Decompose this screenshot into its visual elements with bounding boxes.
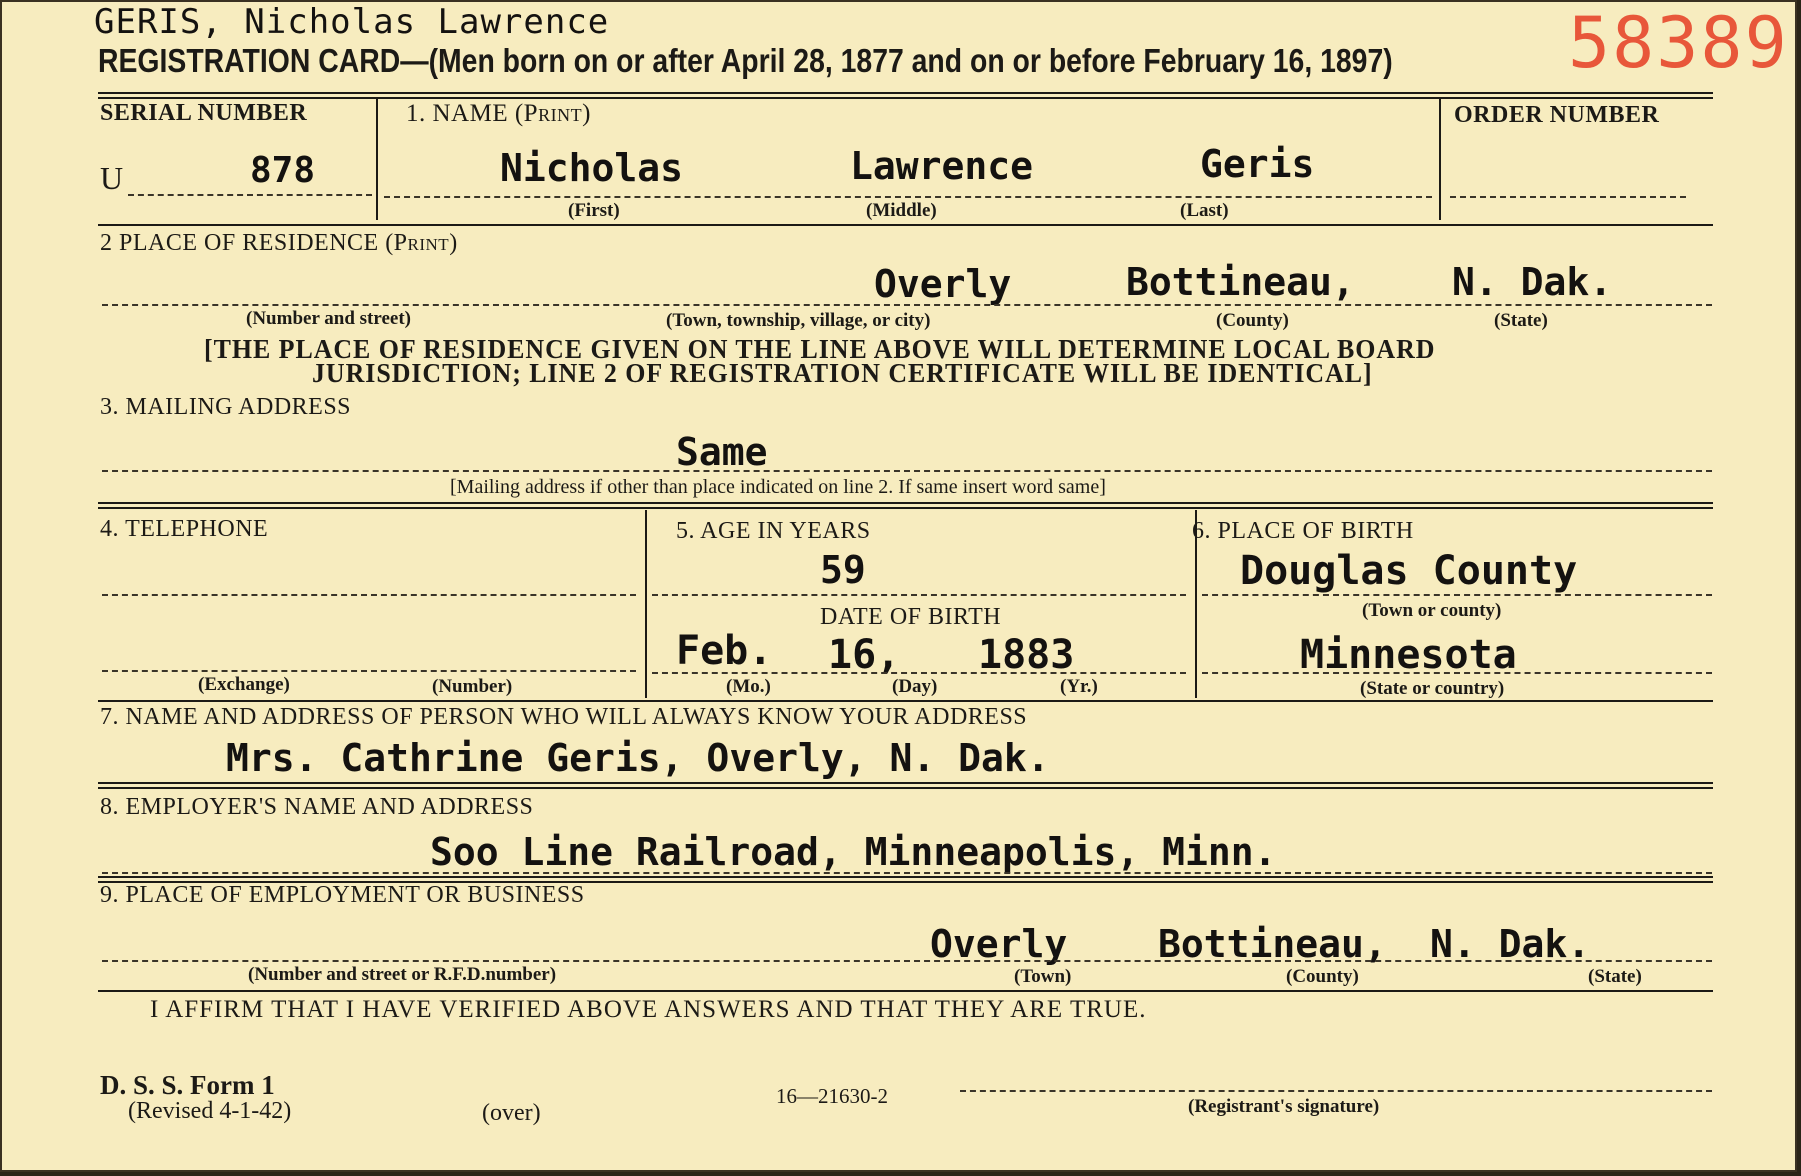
birthplace-state: Minnesota xyxy=(1300,632,1517,678)
age-dash xyxy=(652,594,1186,596)
employment-town: Overly xyxy=(930,922,1068,966)
residence-notice-line2: JURISDICTION; LINE 2 OF REGISTRATION CERTIFICATE WILL BE IDENTICAL] xyxy=(312,358,1373,388)
row6-rule xyxy=(98,700,1713,702)
stamp-number: 58389 xyxy=(1568,2,1789,84)
serial-divider xyxy=(376,98,378,220)
serial-prefix: U xyxy=(100,160,124,196)
employment-county: Bottineau, xyxy=(1158,922,1387,966)
employment-state: N. Dak. xyxy=(1430,922,1591,966)
name-last: Geris xyxy=(1200,142,1315,186)
telephone-divider xyxy=(645,510,647,698)
birthplace-town: Douglas County xyxy=(1240,548,1578,594)
birthplace-caption-state: (State or country) xyxy=(1360,678,1505,699)
caption-middle: (Middle) xyxy=(866,200,937,221)
over-text: (over) xyxy=(482,1100,541,1126)
birthplace-dash-1 xyxy=(1202,594,1712,596)
employer-label: 8. EMPLOYER'S NAME AND ADDRESS xyxy=(100,794,534,820)
row7-rule xyxy=(98,782,1713,789)
serial-label: SERIAL NUMBER xyxy=(100,100,308,126)
caption-first: (First) xyxy=(568,200,620,221)
row1-rule xyxy=(98,224,1713,226)
residence-state: N. Dak. xyxy=(1452,260,1613,304)
caption-last: (Last) xyxy=(1180,200,1229,221)
order-label: ORDER NUMBER xyxy=(1454,102,1660,128)
dob-day: 16, xyxy=(828,632,901,678)
dob-label: DATE OF BIRTH xyxy=(820,604,1002,630)
name-dash xyxy=(384,196,1432,198)
employment-caption-county: (County) xyxy=(1286,966,1359,987)
card-title: REGISTRATION CARD—(Men born on or after April 28, 1877 and on or before February 16, 1897) xyxy=(98,42,1393,79)
contact-label: 7. NAME AND ADDRESS OF PERSON WHO WILL ALWAYS KNOW YOUR ADDRESS xyxy=(100,704,1028,730)
serial-value: 878 xyxy=(250,150,316,191)
age-value: 59 xyxy=(820,548,866,592)
serial-dash xyxy=(128,194,372,196)
telephone-dash-1 xyxy=(102,594,636,596)
employment-label: 9. PLACE OF EMPLOYMENT OR BUSINESS xyxy=(100,882,585,908)
top-rule xyxy=(98,92,1713,99)
employment-caption-street: (Number and street or R.F.D.number) xyxy=(248,964,557,985)
employer-dash xyxy=(102,872,1712,874)
telephone-caption-exchange: (Exchange) xyxy=(198,674,290,695)
mailing-caption: [Mailing address if other than place indicated on line 2. If same insert word same] xyxy=(450,476,1106,498)
dob-year: 1883 xyxy=(978,632,1075,678)
signature-caption: (Registrant's signature) xyxy=(1188,1096,1380,1117)
telephone-caption-number: (Number) xyxy=(432,676,513,697)
dob-month: Feb. xyxy=(676,628,773,674)
residence-label: 2 PLACE OF RESIDENCE (Print) xyxy=(100,230,458,256)
affirmation-text: I AFFIRM THAT I HAVE VERIFIED ABOVE ANSWERS AND THAT THEY ARE TRUE. xyxy=(150,996,1147,1023)
signature-line xyxy=(960,1090,1712,1092)
employment-caption-state: (State) xyxy=(1588,966,1642,987)
order-dash xyxy=(1450,196,1686,198)
employer-value: Soo Line Railroad, Minneapolis, Minn. xyxy=(430,830,1277,874)
residence-caption-state: (State) xyxy=(1494,310,1548,331)
employment-dash xyxy=(102,960,1712,962)
dob-caption-yr: (Yr.) xyxy=(1060,676,1098,697)
birthplace-label: 6. PLACE OF BIRTH xyxy=(1192,518,1414,544)
typed-name-header: GERIS, Nicholas Lawrence xyxy=(94,2,610,42)
birthplace-dash-2 xyxy=(1202,672,1712,674)
mailing-label: 3. MAILING ADDRESS xyxy=(100,394,352,420)
telephone-dash-2 xyxy=(102,670,636,672)
dob-caption-mo: (Mo.) xyxy=(726,676,771,697)
name-first: Nicholas xyxy=(500,146,684,190)
dob-dash xyxy=(652,672,1186,674)
residence-caption-county: (County) xyxy=(1216,310,1289,331)
telephone-label: 4. TELEPHONE xyxy=(100,516,269,542)
print-code: 16—21630-2 xyxy=(776,1084,888,1108)
order-divider xyxy=(1439,98,1441,220)
dob-caption-day: (Day) xyxy=(892,676,938,697)
row9-rule xyxy=(98,990,1713,992)
age-label: 5. AGE IN YEARS xyxy=(676,518,871,544)
residence-county: Bottineau, xyxy=(1126,260,1355,304)
mailing-dash xyxy=(102,470,1712,472)
form-number: D. S. S. Form 1 xyxy=(100,1070,275,1100)
name-middle: Lawrence xyxy=(850,144,1034,188)
residence-caption-town: (Town, township, village, or city) xyxy=(666,310,931,331)
residence-town: Overly xyxy=(874,262,1012,306)
residence-notice-line1: [THE PLACE OF RESIDENCE GIVEN ON THE LINE ABOVE WILL DETERMINE LOCAL BOARD xyxy=(204,334,1436,364)
birthplace-caption-town: (Town or county) xyxy=(1362,600,1502,621)
employment-caption-town: (Town) xyxy=(1014,966,1072,987)
form-revised: (Revised 4-1-42) xyxy=(128,1098,292,1124)
contact-value: Mrs. Cathrine Geris, Overly, N. Dak. xyxy=(226,736,1050,780)
residence-dash xyxy=(102,304,1712,306)
row3-rule xyxy=(98,502,1713,509)
mailing-value: Same xyxy=(676,430,768,474)
residence-caption-street: (Number and street) xyxy=(246,308,411,329)
name-label: 1. NAME (Print) xyxy=(406,100,591,127)
